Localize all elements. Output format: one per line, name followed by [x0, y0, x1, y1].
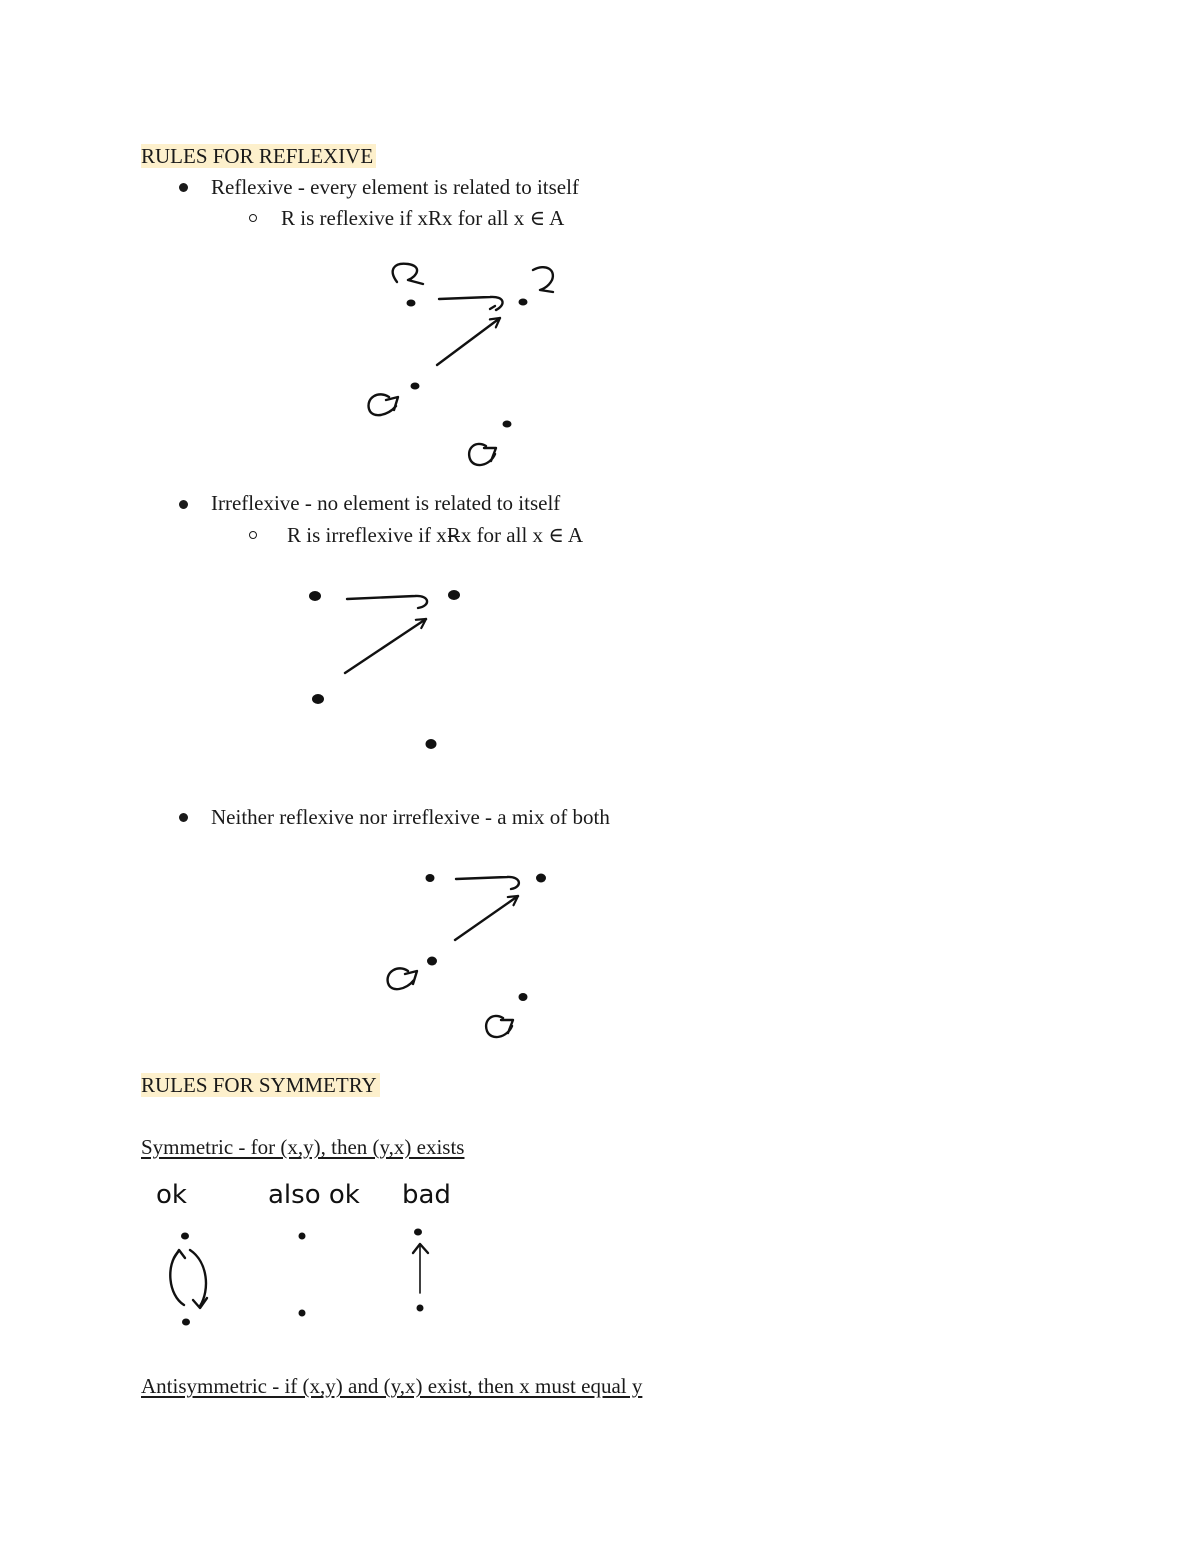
irreflexive-definition: Irreflexive - no element is related to itself — [211, 491, 561, 515]
edge-arrow — [456, 877, 519, 889]
node — [426, 874, 435, 882]
arrowhead — [193, 1298, 207, 1308]
node — [536, 874, 546, 883]
irreflexive-condition-end: x for all x ∈ A — [460, 523, 584, 547]
irreflexive-diagram — [309, 590, 460, 749]
symmetry-examples — [156, 1180, 451, 1326]
edge-arrow — [347, 596, 427, 608]
struck-relation-symbol: R — [446, 523, 461, 547]
node — [519, 299, 528, 306]
arrowhead — [490, 306, 495, 309]
node — [417, 1305, 424, 1312]
self-loop-arrow — [469, 444, 496, 465]
example-label-bad: bad — [402, 1180, 451, 1210]
node — [503, 421, 512, 428]
example-label-also-ok: also ok — [268, 1180, 360, 1210]
reflexive-diagram — [369, 264, 553, 465]
node — [181, 1233, 189, 1240]
node — [426, 739, 437, 749]
symmetry-heading: RULES FOR SYMMETRY — [141, 1072, 380, 1098]
self-loop-arrow — [533, 267, 553, 292]
self-loop-arrow — [393, 264, 423, 284]
node — [411, 383, 420, 390]
node — [312, 694, 324, 704]
symmetric-definition: Symmetric - for (x,y), then (y,x) exists — [141, 1135, 465, 1159]
reflexive-heading: RULES FOR REFLEXIVE — [141, 143, 376, 169]
node — [427, 957, 437, 966]
antisymmetric-definition: Antisymmetric - if (x,y) and (y,x) exist, then x must equal y — [141, 1374, 643, 1398]
neither-definition: Neither reflexive nor irreflexive - a mix of both — [211, 805, 610, 829]
edge-arrow — [170, 1252, 184, 1305]
node — [182, 1319, 190, 1326]
node — [407, 300, 416, 307]
reflexive-definition: Reflexive - every element is related to itself — [211, 175, 579, 199]
node — [414, 1229, 422, 1236]
self-loop-arrow — [486, 1016, 513, 1037]
edge-arrow — [455, 896, 518, 940]
example-label-ok: ok — [156, 1180, 187, 1210]
node — [309, 591, 321, 601]
self-loop-arrow — [388, 968, 417, 989]
edge-arrow — [190, 1250, 206, 1306]
self-loop-arrow — [369, 394, 398, 415]
node — [519, 993, 528, 1001]
neither-diagram — [388, 874, 546, 1038]
irreflexive-condition-start: R is irreflexive if x — [287, 523, 447, 547]
reflexive-condition: R is reflexive if xRx for all x ∈ A — [281, 206, 565, 230]
node — [299, 1310, 306, 1317]
node — [448, 590, 460, 600]
arrowhead — [174, 1250, 185, 1258]
edge-arrow — [345, 619, 426, 673]
edge-arrow — [437, 318, 500, 365]
node — [299, 1233, 306, 1240]
